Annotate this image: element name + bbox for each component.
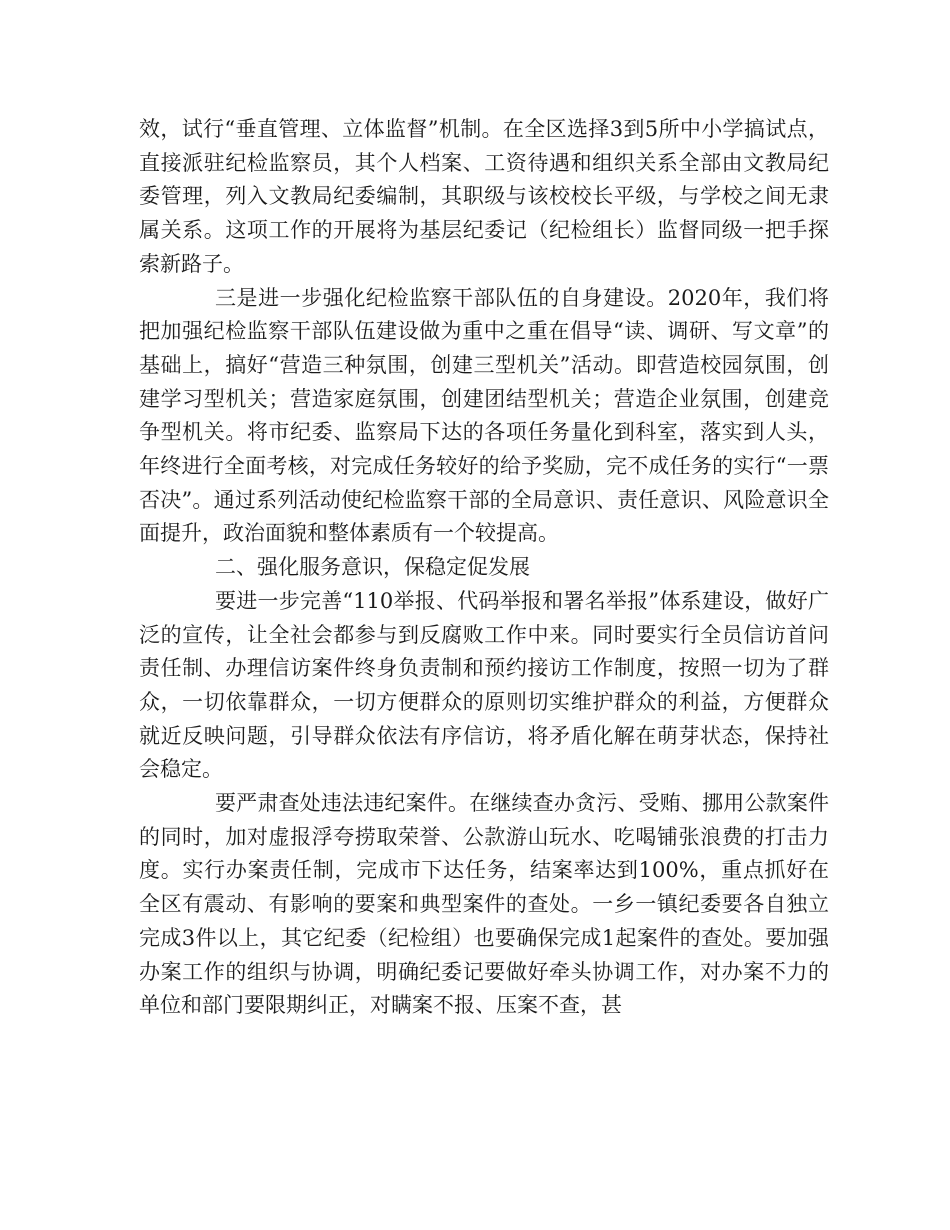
paragraph-case-handling: 要严肃查处违法违纪案件。在继续查办贪污、受贿、挪用公款案件的同时，加对虚报浮夸捞取荣誉、公款游山玩水、吃喝铺张浪费的打击力度。实行办案责任制，完成市下达任务，结案率达到100%，重点抓好在全区有震动、有影响的要案和典型案件的查处。一乡一镇纪委要各自独立完成3件以上，其它纪委（纪检组）也要确保完成1起案件的查处。要加强办案工作的组织与协调，明确纪委记要做好牵头协调工作，对办案不力的单位和部门要限期纠正，对瞒案不报、压案不查，甚 — [139, 791, 829, 1018]
paragraph-reporting-system: 要进一步完善“110举报、代码举报和署名举报”体系建设，做好广泛的宣传，让全社会都参与到反腐败工作中来。同时要实行全员信访首问责任制、办理信访案件终身负责制和预约接访工作制度，按照一切为了群众，一切依靠群众，一切方便群众的原则切实维护群众的利益，方便群众就近反映问题，引导群众依法有序信访，将矛盾化解在萌芽状态，保持社会稳定。 — [139, 588, 829, 782]
document-page — [139, 113, 829, 1023]
paragraph-cadre-building: 三是进一步强化纪检监察干部队伍的自身建设。2020年，我们将把加强纪检监察干部队伍建设做为重中之重在倡导“读、调研、写文章”的基础上，搞好“营造三种氛围，创建三型机关”活动。即营造校园氛围，创建学习型机关；营造家庭氛围，创建团结型机关；营造企业氛围，创建竞争型机关。将市纪委、监察局下达的各项任务量化到科室，落实到人头，年终进行全面考核，对完成任务较好的给予奖励，完不成任务的实行“一票否决”。通过系列活动使纪检监察干部的全局意识、责任意识、风险意识全面提升，政治面貌和整体素质有一个较提高。 — [139, 285, 829, 546]
paragraph-continuation: 效，试行“垂直管理、立体监督”机制。在全区选择3到5所中小学搞试点，直接派驻纪检监察员，其个人档案、工资待遇和组织关系全部由文教局纪委管理，列入文教局纪委编制，其职级与该校校长平级，与学校之间无隶属关系。这项工作的开展将为基层纪委记（纪检组长）监督同级一把手探索新路子。 — [139, 117, 829, 276]
section-heading: 二、强化服务意识，保稳定促发展 — [215, 555, 530, 580]
